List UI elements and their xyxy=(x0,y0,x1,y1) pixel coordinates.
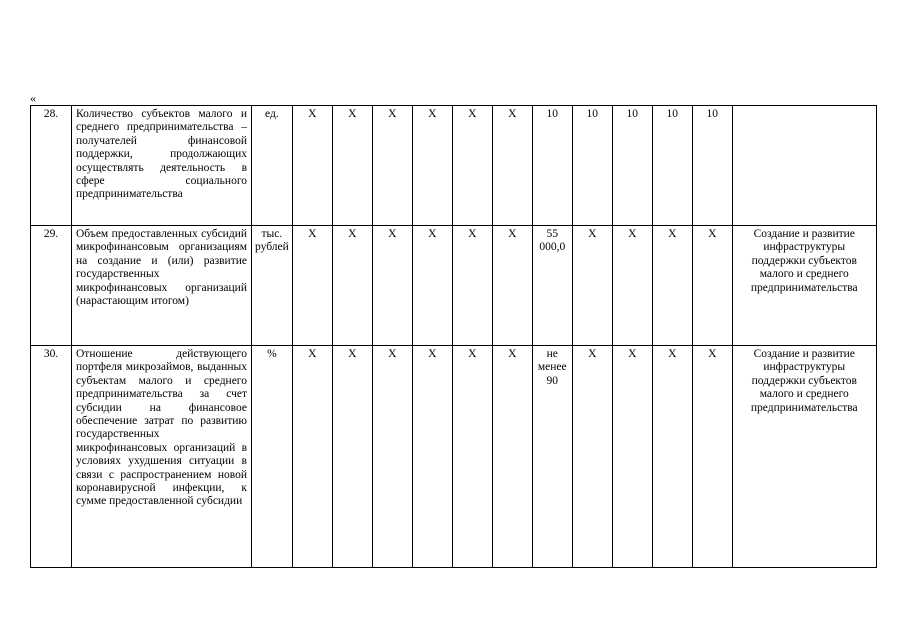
value-cell: Х xyxy=(492,106,532,226)
value-cell: Х xyxy=(332,226,372,346)
note-cell: Создание и развитие инфраструктуры поддержки субъектов малого и среднего предпринимательства xyxy=(732,226,876,346)
value-cell: Х xyxy=(692,346,732,568)
value-cell: Х xyxy=(492,346,532,568)
note-cell xyxy=(732,106,876,226)
value-cell: Х xyxy=(372,106,412,226)
unit-cell: ед. xyxy=(252,106,293,226)
value-cell: 10 xyxy=(612,106,652,226)
value-cell: Х xyxy=(412,346,452,568)
table-row xyxy=(31,226,877,346)
value-cell: Х xyxy=(332,346,372,568)
value-cell: Х xyxy=(292,346,332,568)
table-row xyxy=(31,106,877,226)
value-cell: Х xyxy=(492,226,532,346)
value-cell: Х xyxy=(652,346,692,568)
value-cell: Х xyxy=(692,226,732,346)
value-cell: Х xyxy=(292,226,332,346)
table-row xyxy=(31,346,877,568)
value-cell: Х xyxy=(652,226,692,346)
row-number: 30. xyxy=(31,346,72,568)
value-cell: 55 000,0 xyxy=(532,226,572,346)
indicator-name: Количество субъектов малого и среднего предпринимательства – получателей финансовой поддержки, продолжающих осуществлять деятельность в сфере социального предпринимательства xyxy=(72,106,252,226)
value-cell: Х xyxy=(572,226,612,346)
row-number: 29. xyxy=(31,226,72,346)
value-cell: 10 xyxy=(652,106,692,226)
value-cell: 10 xyxy=(692,106,732,226)
value-cell: Х xyxy=(292,106,332,226)
value-cell: Х xyxy=(452,346,492,568)
indicator-name: Отношение действующего портфеля микрозаймов, выданных субъектам малого и среднего предпринимательства за счет субсидии на финансовое обеспечение затрат по развитию государственных микрофинансовых организаций в условиях ухудшения ситуации в связи с распространением новой коронавирусной инфекции, к сумме предоставленной субсидии xyxy=(72,346,252,568)
value-cell: Х xyxy=(612,226,652,346)
indicators-table xyxy=(30,105,877,568)
value-cell: Х xyxy=(412,106,452,226)
value-cell: Х xyxy=(412,226,452,346)
note-cell: Создание и развитие инфраструктуры поддержки субъектов малого и среднего предпринимательства xyxy=(732,346,876,568)
value-cell: Х xyxy=(372,346,412,568)
value-cell: Х xyxy=(372,226,412,346)
unit-cell: % xyxy=(252,346,293,568)
unit-cell: тыс. рублей xyxy=(252,226,293,346)
opening-quote-mark: « xyxy=(30,91,36,105)
value-cell: Х xyxy=(612,346,652,568)
value-cell: не менее 90 xyxy=(532,346,572,568)
value-cell: 10 xyxy=(532,106,572,226)
value-cell: Х xyxy=(332,106,372,226)
value-cell: Х xyxy=(452,226,492,346)
value-cell: Х xyxy=(452,106,492,226)
value-cell: 10 xyxy=(572,106,612,226)
indicator-name: Объем предоставленных субсидий микрофинансовым организациям на создание и (или) развитие государственных микрофинансовых организаций (нарастающим итогом) xyxy=(72,226,252,346)
value-cell: Х xyxy=(572,346,612,568)
row-number: 28. xyxy=(31,106,72,226)
